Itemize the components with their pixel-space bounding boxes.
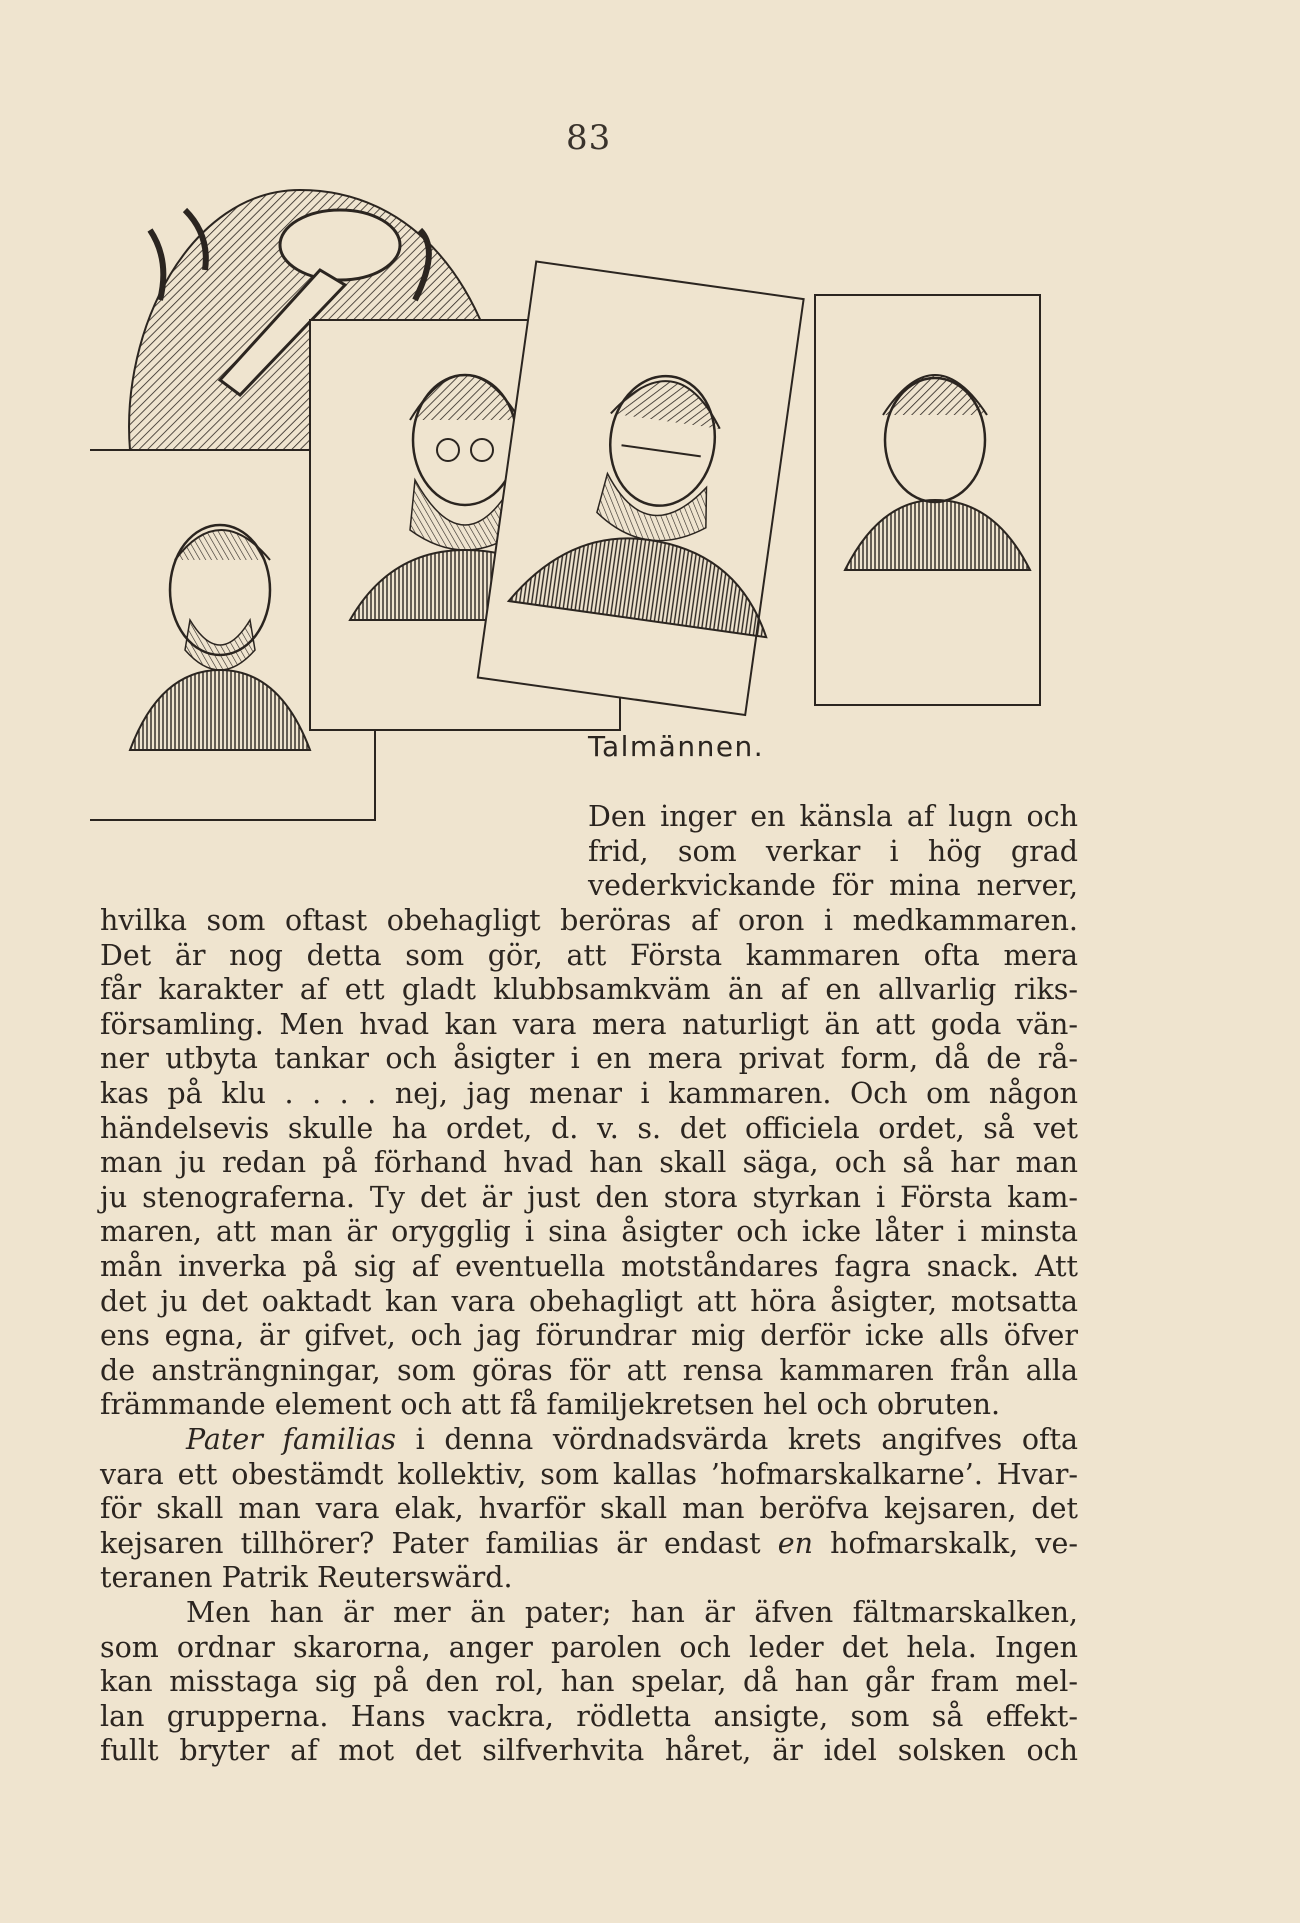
body-line: det ju det oaktadt kan vara obehagligt att höra åsigter, motsatta	[100, 1284, 1078, 1318]
body-line: församling. Men hvad kan vara mera naturligt än att goda vän-	[100, 1007, 1078, 1041]
body-line: ner utbyta tankar och åsigter i en mera privat form, då de rå-	[100, 1042, 1078, 1076]
body-paragraph-1	[100, 904, 1078, 1423]
intro-paragraph	[588, 800, 1078, 904]
body-line: händelsevis skulle ha ordet, d. v. s. det officiela ordet, så vet	[100, 1111, 1078, 1145]
body-line	[100, 1527, 1078, 1562]
body-line: kan misstaga sig på den rol, han spelar, då han går fram mel-	[100, 1665, 1078, 1699]
body-line: främmande element och att få familjekretsen hel och obruten.	[100, 1388, 1001, 1422]
body-line: får karakter af ett gladt klubbsamkväm än af en allvarlig riks-	[100, 973, 1078, 1007]
en-italic: en	[777, 1526, 813, 1560]
body-line: maren, att man är orygglig i sina åsigter och icke låter i minsta	[100, 1215, 1078, 1249]
body-line: för skall man vara elak, hvarför skall man beröfva kejsaren, det	[100, 1492, 1078, 1526]
body-line	[100, 1423, 1078, 1458]
body-line: ju stenograferna. Ty det är just den stora styrkan i Första kam-	[100, 1180, 1078, 1214]
body-line: fullt bryter af mot det silfverhvita håret, är idel solsken och	[100, 1734, 1078, 1768]
body-line: de ansträngningar, som göras för att rensa kammaren från alla	[100, 1353, 1078, 1387]
body-line: som ordnar skarorna, anger parolen och leder det hela. Ingen	[100, 1630, 1078, 1664]
body-line: vara ett obestämdt kollektiv, som kallas ’hofmarskalkarne’. Hvar-	[100, 1457, 1078, 1491]
body-line: teranen Patrik Reuterswärd.	[100, 1561, 513, 1595]
body-paragraph-2	[100, 1423, 1078, 1596]
body-line: Det är nog detta som gör, att Första kammaren ofta mera	[100, 938, 1078, 972]
intro-line: frid, som verkar i hög grad	[588, 834, 1078, 868]
body-line: lan grupperna. Hans vackra, rödletta ansigte, som så effekt-	[100, 1699, 1078, 1733]
body-line: mån inverka på sig af eventuella motståndares fagra snack. Att	[100, 1249, 1078, 1283]
body-paragraph-3	[100, 1596, 1078, 1769]
body-line: ens egna, är gifvet, och jag förundrar mig derför icke alls öfver	[100, 1319, 1078, 1353]
body-line: hvilka som oftast obehagligt beröras af oron i medkammaren.	[100, 904, 1078, 937]
intro-line: Den inger en känsla af lugn och	[588, 800, 1078, 833]
body-line: man ju redan på förhand hvad han skall säga, och så har man	[100, 1146, 1078, 1180]
body-text: kejsaren tillhörer? Pater familias är endast	[100, 1526, 778, 1560]
body-text: i denna vördnadsvärda krets angifves ofta	[396, 1423, 1078, 1456]
body-line: kas på klu . . . . nej, jag menar i kammaren. Och om någon	[100, 1076, 1078, 1110]
page-number: 83	[566, 118, 612, 158]
body-line: Men han är mer än pater; han är äfven fältmarskalken,	[186, 1596, 1078, 1629]
pater-familias-italic: Pater familias	[186, 1423, 397, 1456]
body-text: hofmarskalk, ve-	[813, 1526, 1078, 1560]
illustration-caption: Talmännen.	[588, 730, 765, 763]
intro-line: vederkvickande för mina nerver,	[588, 869, 1078, 903]
portrait-card-4	[815, 295, 1040, 705]
portrait-card-3	[478, 262, 814, 717]
